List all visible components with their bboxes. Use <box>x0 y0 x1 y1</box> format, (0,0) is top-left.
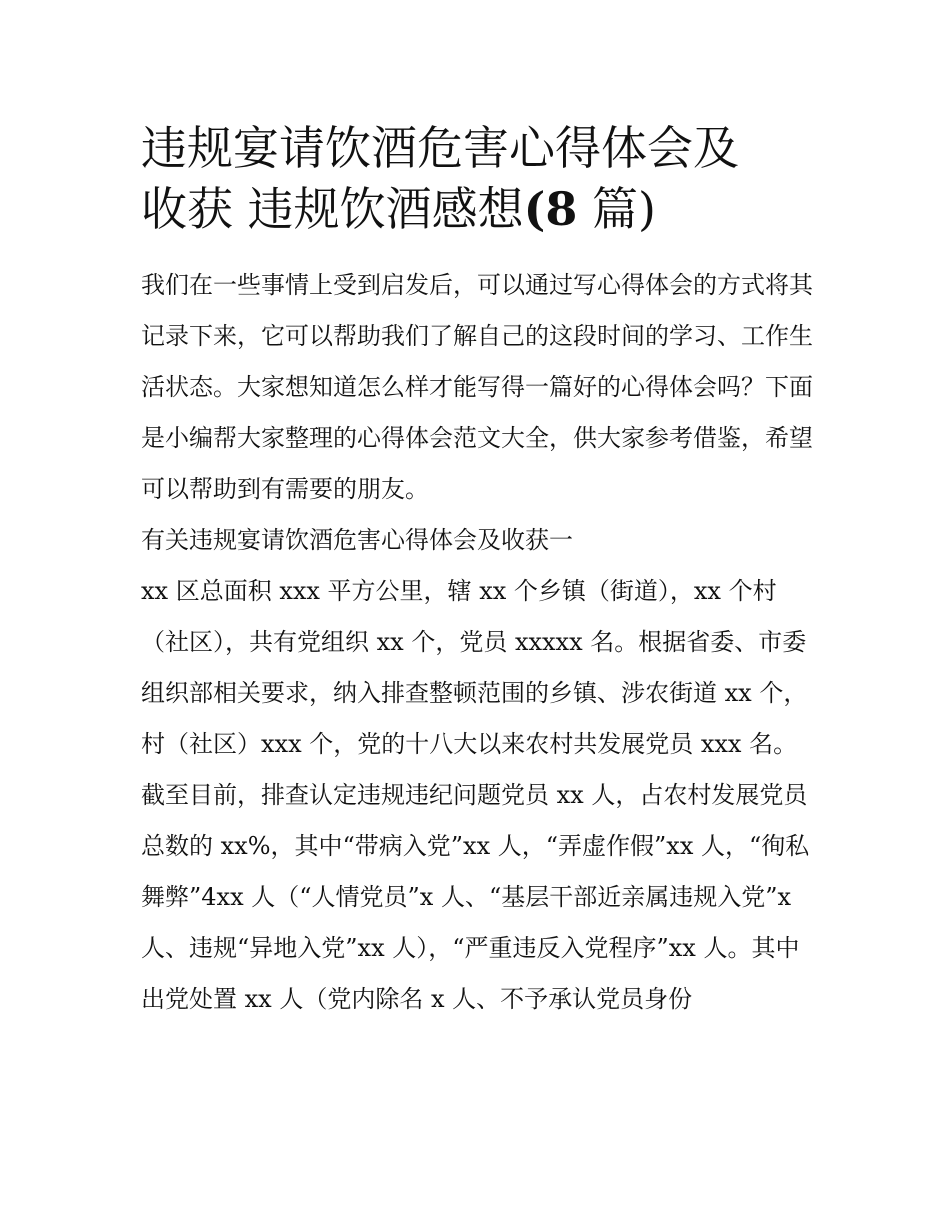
document-title <box>141 118 813 240</box>
title-line-1: 违规宴请饮酒危害心得体会及 <box>141 121 739 175</box>
title-line-2-text: 收获 违规饮酒感想 <box>141 182 524 236</box>
title-line-2-count: (8 <box>523 182 578 236</box>
document-body <box>141 260 813 1025</box>
body-paragraph: 截至目前，排查认定违规违纪问题党员 xx 人，占农村发展党员总数的 xx%，其中“带病入党”xx 人，“弄虚作假”xx 人，“徇私舞弊”4xx 人（“人情党员”x 人、“基层干部近亲属违规入党”x 人、违规“异地入党”xx 人），“严重违反入党程序”xx 人。其中出党处置 xx 人（党内除名 x 人、不予承认党员身份 <box>141 781 810 1013</box>
intro-paragraph: 我们在一些事情上受到启发后，可以通过写心得体会的方式将其记录下来，它可以帮助我们了解自己的这段时间的学习、工作生活状态。大家想知道怎么样才能写得一篇好的心得体会吗？下面是小编帮大家整理的心得体会范文大全，供大家参考借鉴，希望可以帮助到有需要的朋友。 <box>141 271 813 503</box>
document-content <box>141 118 813 1025</box>
body-paragraph: xx 区总面积 xxx 平方公里，辖 xx 个乡镇（街道），xx 个村（社区），共有党组织 xx 个，党员 xxxxx 名。根据省委、市委组织部相关要求，纳入排查整顿范围的乡镇、涉农街道 xx 个，村（社区）xxx 个，党的十八大以来农村共发展党员 xxx 名。 <box>141 577 808 758</box>
section-heading: 有关违规宴请饮酒危害心得体会及收获一 <box>141 526 573 554</box>
title-line-2-suffix: 篇) <box>577 182 656 236</box>
